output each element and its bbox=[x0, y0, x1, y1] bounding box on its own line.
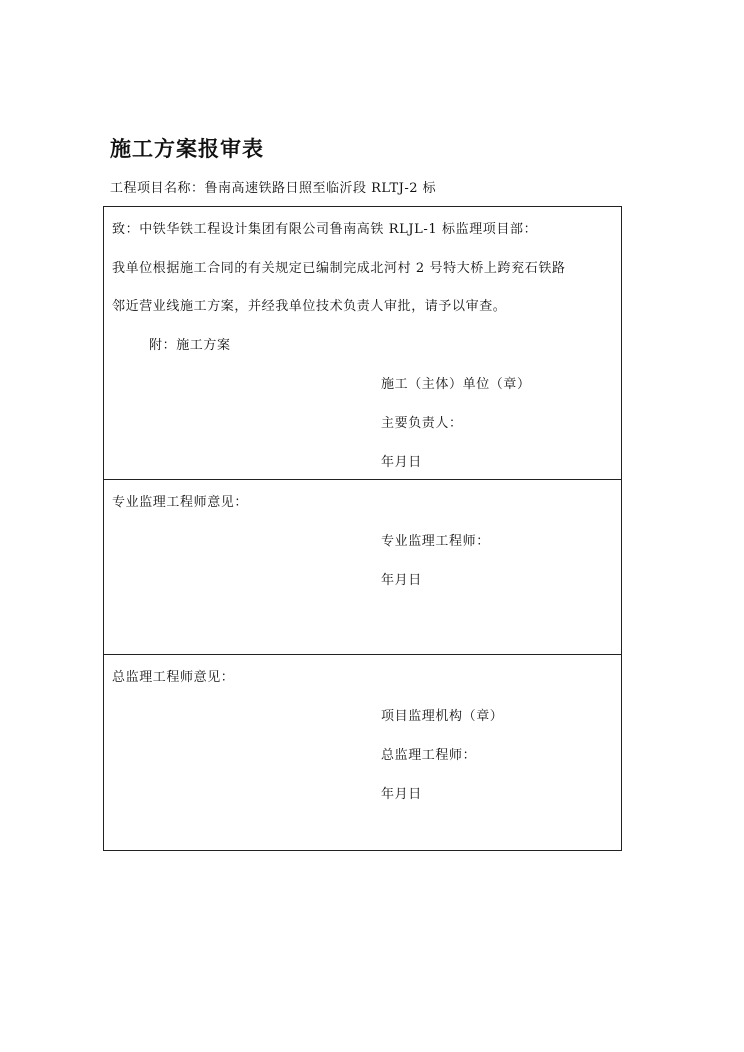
specialist-date-label: 年月日 bbox=[381, 573, 422, 588]
specialist-opinion-section bbox=[104, 480, 621, 655]
construction-unit-seal-label: 施工（主体）单位（章） bbox=[381, 377, 531, 392]
addressee-line: 致：中铁华铁工程设计集团有限公司鲁南高铁 RLJL-1 标监理项目部： bbox=[112, 222, 538, 237]
chief-opinion-heading: 总监理工程师意见： bbox=[112, 670, 235, 685]
specialist-engineer-label: 专业监理工程师： bbox=[381, 534, 490, 549]
chief-opinion-section bbox=[104, 655, 621, 850]
principal-label: 主要负责人： bbox=[381, 416, 463, 431]
submission-body-line-2: 邻近营业线施工方案，并经我单位技术负责人审批，请予以审查。 bbox=[112, 299, 507, 314]
project-name-line: 工程项目名称：鲁南高速铁路日照至临沂段 RLTJ-2 标 bbox=[110, 181, 437, 196]
submission-body-line-1: 我单位根据施工合同的有关规定已编制完成北河村 2 号特大桥上跨兖石铁路 bbox=[112, 261, 566, 276]
submission-section bbox=[104, 207, 621, 480]
specialist-opinion-heading: 专业监理工程师意见： bbox=[112, 495, 249, 510]
attachment-label: 附：施工方案 bbox=[149, 338, 231, 353]
supervision-org-seal-label: 项目监理机构（章） bbox=[381, 709, 504, 724]
submission-date-label: 年月日 bbox=[381, 455, 422, 470]
approval-form-table bbox=[103, 206, 622, 851]
chief-engineer-label: 总监理工程师： bbox=[381, 748, 477, 763]
chief-date-label: 年月日 bbox=[381, 787, 422, 802]
page-title: 施工方案报审表 bbox=[110, 137, 264, 161]
